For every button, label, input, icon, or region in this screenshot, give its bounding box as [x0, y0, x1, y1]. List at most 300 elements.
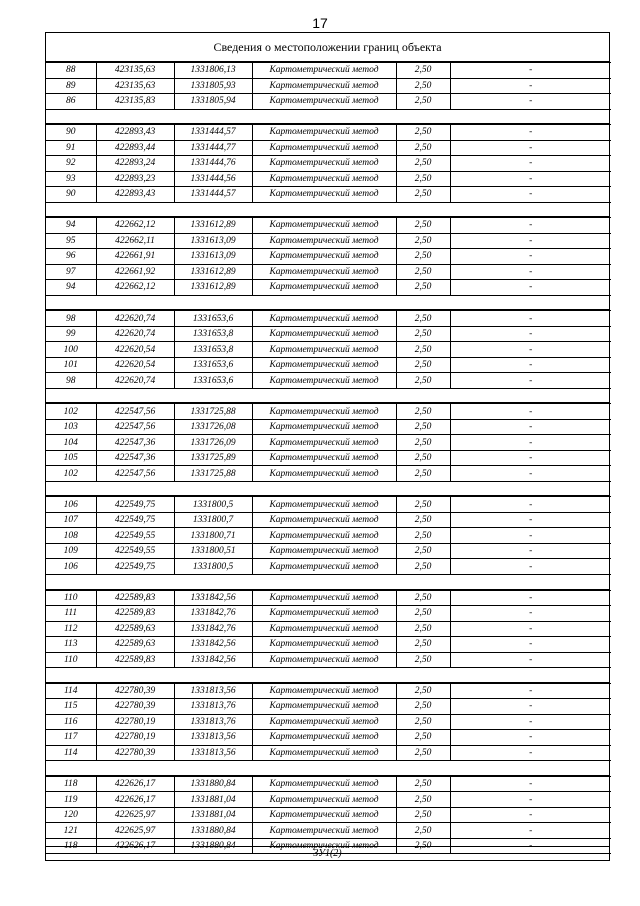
point-number: 86: [46, 94, 96, 110]
point-group-table: [46, 590, 611, 669]
accuracy: 2,50: [396, 823, 450, 839]
coordinate-y: 1331805,93: [174, 78, 252, 94]
note: -: [450, 140, 611, 156]
accuracy: 2,50: [396, 838, 450, 854]
accuracy: 2,50: [396, 373, 450, 389]
point-number: 117: [46, 730, 96, 746]
accuracy: 2,50: [396, 249, 450, 265]
table-row: [46, 280, 611, 296]
table-title: Сведения о местоположении границ объекта: [46, 33, 609, 62]
accuracy: 2,50: [396, 311, 450, 327]
method: Картометрический метод: [252, 342, 396, 358]
table-row: [46, 559, 611, 575]
table-row: [46, 78, 611, 94]
table-row: [46, 590, 611, 606]
table-row: [46, 357, 611, 373]
note: -: [450, 233, 611, 249]
method: Картометрический метод: [252, 714, 396, 730]
accuracy: 2,50: [396, 776, 450, 792]
accuracy: 2,50: [396, 171, 450, 187]
note: -: [450, 218, 611, 234]
table-row: [46, 730, 611, 746]
boundary-table-frame: [45, 32, 610, 861]
accuracy: 2,50: [396, 792, 450, 808]
coordinate-y: 1331842,76: [174, 621, 252, 637]
table-row: [46, 714, 611, 730]
coordinate-x: 422549,55: [96, 528, 174, 544]
coordinate-y: 1331880,84: [174, 776, 252, 792]
note: -: [450, 792, 611, 808]
table-row: [46, 792, 611, 808]
coordinate-y: 1331806,13: [174, 63, 252, 79]
point-number: 95: [46, 233, 96, 249]
method: Картометрический метод: [252, 140, 396, 156]
group-separator: [46, 575, 609, 590]
method: Картометрический метод: [252, 466, 396, 482]
point-number: 97: [46, 264, 96, 280]
coordinate-x: 422780,39: [96, 699, 174, 715]
table-row: [46, 745, 611, 761]
coordinate-x: 422547,36: [96, 450, 174, 466]
note: -: [450, 171, 611, 187]
coordinate-x: 422589,83: [96, 590, 174, 606]
coordinate-y: 1331444,77: [174, 140, 252, 156]
coordinate-y: 1331800,5: [174, 497, 252, 513]
table-row: [46, 218, 611, 234]
note: -: [450, 125, 611, 141]
note: -: [450, 373, 611, 389]
accuracy: 2,50: [396, 435, 450, 451]
coordinate-y: 1331842,56: [174, 590, 252, 606]
point-number: 116: [46, 714, 96, 730]
coordinate-x: 422626,17: [96, 776, 174, 792]
accuracy: 2,50: [396, 528, 450, 544]
method: Картометрический метод: [252, 699, 396, 715]
table-row: [46, 637, 611, 653]
table-row: [46, 699, 611, 715]
point-number: 94: [46, 218, 96, 234]
table-row: [46, 419, 611, 435]
group-separator: [46, 389, 609, 404]
coordinate-x: 422893,43: [96, 125, 174, 141]
method: Картометрический метод: [252, 125, 396, 141]
point-number: 120: [46, 807, 96, 823]
method: Картометрический метод: [252, 280, 396, 296]
method: Картометрический метод: [252, 419, 396, 435]
note: -: [450, 156, 611, 172]
coordinate-x: 422547,56: [96, 404, 174, 420]
coordinate-x: 423135,63: [96, 63, 174, 79]
method: Картометрический метод: [252, 528, 396, 544]
coordinate-y: 1331612,89: [174, 264, 252, 280]
note: -: [450, 559, 611, 575]
point-number: 114: [46, 683, 96, 699]
coordinate-x: 422626,17: [96, 792, 174, 808]
method: Картометрический метод: [252, 606, 396, 622]
coordinate-x: 422625,97: [96, 807, 174, 823]
method: Картометрический метод: [252, 435, 396, 451]
point-number: 105: [46, 450, 96, 466]
method: Картометрический метод: [252, 450, 396, 466]
note: -: [450, 94, 611, 110]
accuracy: 2,50: [396, 357, 450, 373]
accuracy: 2,50: [396, 404, 450, 420]
accuracy: 2,50: [396, 683, 450, 699]
note: -: [450, 807, 611, 823]
accuracy: 2,50: [396, 652, 450, 668]
note: -: [450, 497, 611, 513]
coordinate-x: 422893,44: [96, 140, 174, 156]
coordinate-x: 422620,54: [96, 342, 174, 358]
accuracy: 2,50: [396, 450, 450, 466]
table-row: [46, 435, 611, 451]
table-row: [46, 543, 611, 559]
note: -: [450, 621, 611, 637]
table-row: [46, 466, 611, 482]
coordinate-x: 422662,11: [96, 233, 174, 249]
point-number: 110: [46, 652, 96, 668]
method: Картометрический метод: [252, 776, 396, 792]
accuracy: 2,50: [396, 590, 450, 606]
table-row: [46, 497, 611, 513]
note: -: [450, 528, 611, 544]
page-number: 17: [312, 15, 328, 31]
table-row: [46, 171, 611, 187]
accuracy: 2,50: [396, 543, 450, 559]
point-number: 118: [46, 838, 96, 854]
coordinate-y: 1331813,56: [174, 730, 252, 746]
method: Картометрический метод: [252, 652, 396, 668]
coordinate-x: 422547,36: [96, 435, 174, 451]
coordinate-y: 1331800,51: [174, 543, 252, 559]
coordinate-y: 1331612,89: [174, 218, 252, 234]
method: Картометрический метод: [252, 171, 396, 187]
coordinate-x: 422893,24: [96, 156, 174, 172]
group-separator: [46, 668, 609, 683]
table-row: [46, 342, 611, 358]
accuracy: 2,50: [396, 125, 450, 141]
coordinate-y: 1331725,88: [174, 404, 252, 420]
group-separator: [46, 482, 609, 497]
point-number: 106: [46, 559, 96, 575]
note: -: [450, 311, 611, 327]
accuracy: 2,50: [396, 419, 450, 435]
method: Картометрический метод: [252, 233, 396, 249]
accuracy: 2,50: [396, 466, 450, 482]
coordinate-y: 1331653,6: [174, 311, 252, 327]
coordinate-x: 422661,91: [96, 249, 174, 265]
point-number: 104: [46, 435, 96, 451]
coordinate-y: 1331726,08: [174, 419, 252, 435]
point-number: 112: [46, 621, 96, 637]
coordinate-y: 1331800,5: [174, 559, 252, 575]
point-number: 98: [46, 311, 96, 327]
coordinate-y: 1331800,71: [174, 528, 252, 544]
table-row: [46, 311, 611, 327]
point-number: 93: [46, 171, 96, 187]
method: Картометрический метод: [252, 78, 396, 94]
coordinate-x: 422620,74: [96, 311, 174, 327]
point-number: 94: [46, 280, 96, 296]
accuracy: 2,50: [396, 714, 450, 730]
accuracy: 2,50: [396, 512, 450, 528]
point-number: 115: [46, 699, 96, 715]
method: Картометрический метод: [252, 683, 396, 699]
method: Картометрический метод: [252, 745, 396, 761]
table-row: [46, 125, 611, 141]
table-row: [46, 512, 611, 528]
coordinate-x: 422626,17: [96, 838, 174, 854]
note: -: [450, 838, 611, 854]
table-row: [46, 652, 611, 668]
group-separator: [46, 203, 609, 218]
coordinate-y: 1331653,8: [174, 342, 252, 358]
coordinate-x: 422589,83: [96, 652, 174, 668]
method: Картометрический метод: [252, 326, 396, 342]
coordinate-y: 1331813,56: [174, 745, 252, 761]
method: Картометрический метод: [252, 249, 396, 265]
accuracy: 2,50: [396, 233, 450, 249]
accuracy: 2,50: [396, 497, 450, 513]
point-group-table: [46, 776, 611, 855]
coordinate-y: 1331880,84: [174, 823, 252, 839]
accuracy: 2,50: [396, 745, 450, 761]
note: -: [450, 342, 611, 358]
point-group-table: [46, 62, 611, 110]
point-number: 108: [46, 528, 96, 544]
method: Картометрический метод: [252, 63, 396, 79]
note: -: [450, 543, 611, 559]
method: Картометрический метод: [252, 823, 396, 839]
note: -: [450, 357, 611, 373]
table-row: [46, 187, 611, 203]
accuracy: 2,50: [396, 559, 450, 575]
coordinate-y: 1331613,09: [174, 249, 252, 265]
point-number: 91: [46, 140, 96, 156]
point-number: 103: [46, 419, 96, 435]
coordinate-x: 422549,55: [96, 543, 174, 559]
accuracy: 2,50: [396, 63, 450, 79]
accuracy: 2,50: [396, 621, 450, 637]
point-number: 121: [46, 823, 96, 839]
point-number: 102: [46, 466, 96, 482]
accuracy: 2,50: [396, 606, 450, 622]
accuracy: 2,50: [396, 699, 450, 715]
method: Картометрический метод: [252, 357, 396, 373]
note: -: [450, 745, 611, 761]
method: Картометрический метод: [252, 730, 396, 746]
table-row: [46, 823, 611, 839]
coordinate-x: 422662,12: [96, 218, 174, 234]
coordinate-x: 422549,75: [96, 559, 174, 575]
coordinate-x: 422589,63: [96, 637, 174, 653]
table-row: [46, 621, 611, 637]
point-number: 114: [46, 745, 96, 761]
coordinate-x: 422780,19: [96, 714, 174, 730]
coordinate-x: 422662,12: [96, 280, 174, 296]
point-number: 92: [46, 156, 96, 172]
accuracy: 2,50: [396, 156, 450, 172]
table-footer-label: ЗУ1(2): [46, 846, 609, 860]
point-number: 88: [46, 63, 96, 79]
point-number: 89: [46, 78, 96, 94]
group-separator: [46, 296, 609, 311]
point-number: 119: [46, 792, 96, 808]
point-number: 118: [46, 776, 96, 792]
point-number: 110: [46, 590, 96, 606]
note: -: [450, 249, 611, 265]
coordinate-y: 1331653,8: [174, 326, 252, 342]
note: -: [450, 512, 611, 528]
table-row: [46, 373, 611, 389]
method: Картометрический метод: [252, 264, 396, 280]
method: Картометрический метод: [252, 156, 396, 172]
coordinate-y: 1331805,94: [174, 94, 252, 110]
table-row: [46, 776, 611, 792]
coordinate-x: 422549,75: [96, 512, 174, 528]
point-number: 111: [46, 606, 96, 622]
group-separator: [46, 110, 609, 125]
note: -: [450, 435, 611, 451]
accuracy: 2,50: [396, 807, 450, 823]
coordinate-x: 422589,83: [96, 606, 174, 622]
accuracy: 2,50: [396, 264, 450, 280]
coordinate-y: 1331444,57: [174, 187, 252, 203]
point-group-table: [46, 124, 611, 203]
coordinate-x: 422625,97: [96, 823, 174, 839]
table-row: [46, 683, 611, 699]
point-group-table: [46, 310, 611, 389]
coordinate-y: 1331842,56: [174, 637, 252, 653]
coordinate-y: 1331800,7: [174, 512, 252, 528]
coordinate-x: 422893,23: [96, 171, 174, 187]
coordinate-y: 1331881,04: [174, 807, 252, 823]
note: -: [450, 466, 611, 482]
note: -: [450, 450, 611, 466]
method: Картометрический метод: [252, 497, 396, 513]
coordinate-y: 1331444,56: [174, 171, 252, 187]
point-number: 96: [46, 249, 96, 265]
note: -: [450, 280, 611, 296]
coordinate-y: 1331725,89: [174, 450, 252, 466]
coordinate-y: 1331880,84: [174, 838, 252, 854]
accuracy: 2,50: [396, 94, 450, 110]
method: Картометрический метод: [252, 637, 396, 653]
method: Картометрический метод: [252, 404, 396, 420]
coordinate-x: 422893,43: [96, 187, 174, 203]
coordinate-x: 422780,19: [96, 730, 174, 746]
coordinate-x: 422661,92: [96, 264, 174, 280]
method: Картометрический метод: [252, 218, 396, 234]
table-row: [46, 264, 611, 280]
coordinate-x: 422547,56: [96, 419, 174, 435]
point-number: 98: [46, 373, 96, 389]
method: Картометрический метод: [252, 792, 396, 808]
coordinate-x: 422620,74: [96, 326, 174, 342]
accuracy: 2,50: [396, 218, 450, 234]
coordinate-y: 1331613,09: [174, 233, 252, 249]
point-number: 106: [46, 497, 96, 513]
accuracy: 2,50: [396, 280, 450, 296]
point-number: 99: [46, 326, 96, 342]
note: -: [450, 699, 611, 715]
table-row: [46, 807, 611, 823]
point-number: 90: [46, 125, 96, 141]
table-row: [46, 606, 611, 622]
point-group-table: [46, 683, 611, 762]
coordinate-y: 1331725,88: [174, 466, 252, 482]
accuracy: 2,50: [396, 730, 450, 746]
note: -: [450, 326, 611, 342]
coordinate-x: 422547,56: [96, 466, 174, 482]
point-number: 107: [46, 512, 96, 528]
method: Картометрический метод: [252, 373, 396, 389]
coordinate-x: 422780,39: [96, 745, 174, 761]
note: -: [450, 78, 611, 94]
point-number: 90: [46, 187, 96, 203]
table-row: [46, 326, 611, 342]
boundary-point-groups: [46, 62, 609, 854]
note: -: [450, 776, 611, 792]
table-row: [46, 140, 611, 156]
coordinate-x: 422620,74: [96, 373, 174, 389]
note: -: [450, 264, 611, 280]
accuracy: 2,50: [396, 140, 450, 156]
coordinate-y: 1331813,56: [174, 683, 252, 699]
table-row: [46, 63, 611, 79]
table-row: [46, 404, 611, 420]
accuracy: 2,50: [396, 78, 450, 94]
coordinate-y: 1331653,6: [174, 357, 252, 373]
note: -: [450, 683, 611, 699]
table-row: [46, 233, 611, 249]
table-row: [46, 94, 611, 110]
coordinate-y: 1331842,56: [174, 652, 252, 668]
note: -: [450, 419, 611, 435]
accuracy: 2,50: [396, 637, 450, 653]
method: Картометрический метод: [252, 838, 396, 854]
note: -: [450, 652, 611, 668]
method: Картометрический метод: [252, 311, 396, 327]
accuracy: 2,50: [396, 342, 450, 358]
method: Картометрический метод: [252, 807, 396, 823]
note: -: [450, 187, 611, 203]
coordinate-y: 1331842,76: [174, 606, 252, 622]
point-number: 113: [46, 637, 96, 653]
table-row: [46, 528, 611, 544]
coordinate-x: 422549,75: [96, 497, 174, 513]
method: Картометрический метод: [252, 559, 396, 575]
coordinate-x: 422620,54: [96, 357, 174, 373]
point-group-table: [46, 217, 611, 296]
note: -: [450, 404, 611, 420]
method: Картометрический метод: [252, 512, 396, 528]
coordinate-x: 422780,39: [96, 683, 174, 699]
coordinate-y: 1331653,6: [174, 373, 252, 389]
table-row: [46, 156, 611, 172]
table-row: [46, 450, 611, 466]
method: Картометрический метод: [252, 590, 396, 606]
coordinate-y: 1331726,09: [174, 435, 252, 451]
coordinate-x: 422589,63: [96, 621, 174, 637]
point-group-table: [46, 403, 611, 482]
coordinate-y: 1331444,57: [174, 125, 252, 141]
note: -: [450, 637, 611, 653]
coordinate-y: 1331444,76: [174, 156, 252, 172]
method: Картометрический метод: [252, 621, 396, 637]
accuracy: 2,50: [396, 187, 450, 203]
method: Картометрический метод: [252, 187, 396, 203]
